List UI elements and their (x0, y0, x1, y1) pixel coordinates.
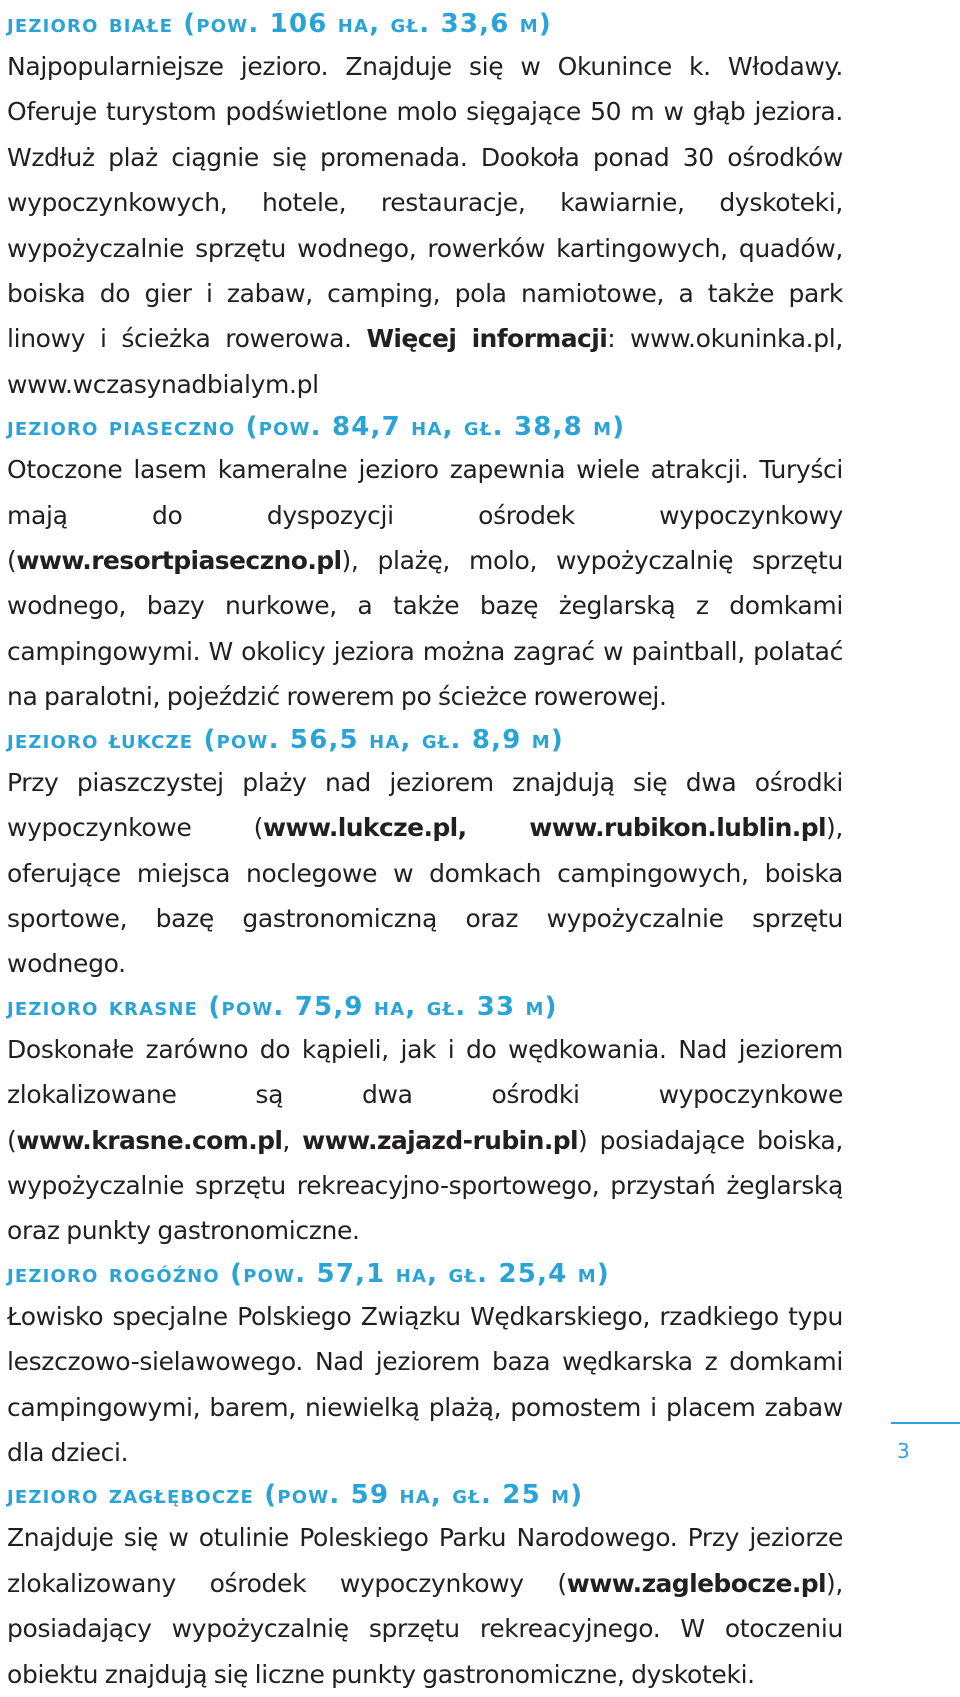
section-heading: jezioro krasne (pow. 75,9 ha, gł. 33 m) (7, 991, 558, 1022)
page-number-rule (891, 1422, 960, 1424)
paragraph-text: Znajduje się w otulinie Poleskiego Parku Narodowego. Przy jeziorze zlokalizowany ośrodek wypoczynkowy ( (7, 1523, 843, 1598)
website-link[interactable]: www.krasne.com.pl (16, 1125, 283, 1155)
article-body (7, 4, 843, 1697)
paragraph-text: Przy piaszczystej plaży nad jeziorem znajdują się dwa ośrodki wypoczynkowe ( (7, 767, 843, 843)
section-heading: jezioro rogóźno (pow. 57,1 ha, gł. 25,4 m) (7, 1258, 610, 1289)
section-jezioro-piaseczno (7, 407, 843, 719)
paragraph-text-links: : www.okuninka.pl, www.wczasynadbialym.pl (7, 324, 843, 399)
website-link[interactable]: www.zajazd-rubin.pl (302, 1125, 578, 1155)
section-heading: jezioro zagłębocze (pow. 59 ha, gł. 25 m) (7, 1480, 584, 1511)
section-jezioro-biale (7, 4, 843, 407)
section-paragraph (7, 1027, 843, 1254)
paragraph-text: Łowisko specjalne Polskiego Związku Wędkarskiego, rzadkiego typu leszczowo-sielawowego. Nad jeziorem baza wędkarska z domkami campingowymi, barem, niewielką plażą, pomostem i placem zabaw dla dzieci. (7, 1301, 843, 1467)
page-number: 3 (897, 1439, 910, 1463)
section-paragraph (7, 44, 843, 407)
section-paragraph (7, 1515, 843, 1697)
website-link[interactable]: www.zaglebocze.pl (566, 1568, 826, 1598)
paragraph-text: ), plażę, molo, wypożyczalnię sprzętu wodnego, bazy nurkowe, a także bazę żeglarską z domkami campingowymi. W okolicy jeziora można zagrać w paintball, polatać na paralotni, pojeździć rowerem po ścieżce rowerowej. (7, 546, 843, 712)
paragraph-text: ) posiadające boiska, wypożyczalnie sprzętu rekreacyjno-sportowego, przystań żeglarską oraz punkty gastronomiczne. (7, 1125, 843, 1246)
website-link[interactable]: www.lukcze.pl, www.rubikon.lublin.pl (262, 813, 826, 843)
section-heading: jezioro białe (pow. 106 ha, gł. 33,6 m) (7, 9, 552, 39)
section-jezioro-krasne (7, 987, 843, 1254)
paragraph-text: ), posiadający wypożyczalnię sprzętu rekreacyjnego. W otoczeniu obiektu znajdują się liczne punkty gastronomiczne, dyskoteki. (7, 1568, 843, 1689)
paragraph-text: ), oferujące miejsca noclegowe w domkach campingowych, boiska sportowe, bazę gastronomiczną oraz wypożyczalnie sprzętu wodnego. (7, 813, 843, 979)
section-paragraph (7, 760, 843, 987)
section-jezioro-lukcze (7, 720, 843, 987)
paragraph-text: Doskonałe zarówno do kąpieli, jak i do wędkowania. Nad jeziorem zlokalizowane są dwa ośrodki wypoczynkowe ( (7, 1034, 843, 1155)
section-jezioro-zaglebocze (7, 1475, 843, 1697)
paragraph-text: , (282, 1125, 303, 1155)
section-heading: jezioro piaseczno (pow. 84,7 ha, gł. 38,8 m) (7, 412, 626, 443)
website-link[interactable]: www.resortpiaseczno.pl (16, 546, 342, 576)
paragraph-bold-text: Więcej informacji (366, 324, 608, 354)
section-jezioro-rogozno (7, 1254, 843, 1476)
paragraph-text: Otoczone lasem kameralne jezioro zapewnia wiele atrakcji. Turyści mają do dyspozycji ośrodek wypoczynkowy ( (7, 455, 843, 576)
section-heading: jezioro łukcze (pow. 56,5 ha, gł. 8,9 m) (7, 724, 564, 755)
section-paragraph (7, 1294, 843, 1476)
paragraph-text: Najpopularniejsze jezioro. Znajduje się w Okunince k. Włodawy. Oferuje turystom podświetlone molo sięgające 50 m w głąb jeziora. Wzdłuż plaż ciągnie się promenada. Dookoła ponad 30 ośrodków wypoczynkowych, hotele, restauracje, kawiarnie, dyskoteki, wypożyczalnie sprzętu wodnego, rowerków kartingowych, quadów, boiska do gier i zabaw, camping, pola namiotowe, a także park linowy i ścieżka rowerowa. (7, 52, 843, 354)
section-paragraph (7, 447, 843, 719)
